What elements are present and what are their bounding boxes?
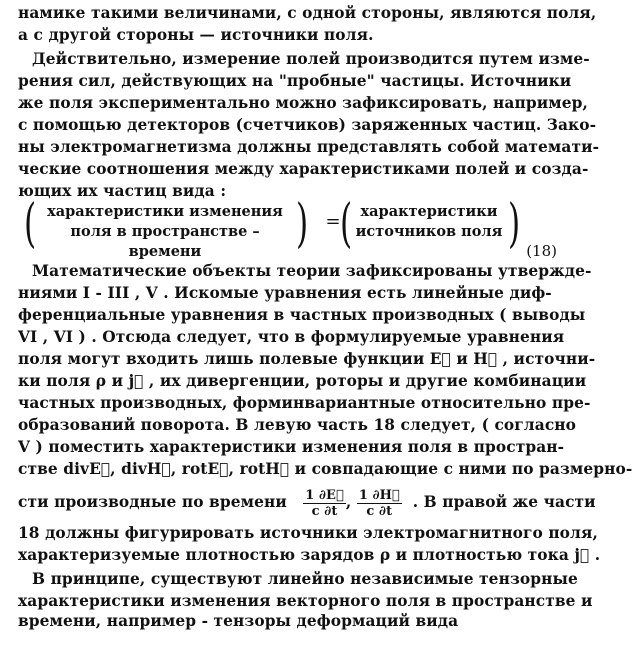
text-line: Математические объекты теории зафиксированы утвержде- (32, 262, 592, 280)
frac-sep: , (345, 493, 352, 511)
equation-number: (18) (526, 242, 557, 260)
text-line: ющих их частиц вида : (18, 182, 227, 200)
text-line: V ) поместить характеристики изменения поля в простран- (18, 438, 565, 456)
eq-right-line2: источников поля (355, 223, 503, 240)
frac2-num: 1 ∂H⃗ (358, 487, 400, 503)
text-line: Действительно, измерение полей производится путем изме- (32, 50, 590, 68)
time-derivative-line (18, 482, 596, 522)
text-line: характеристики изменения векторного поля в пространстве и (18, 592, 593, 610)
text-line: намике такими величинами, с одной стороны, являются поля, (18, 4, 597, 22)
text-line: с помощью детекторов (счетчиков) заряженных частиц. Зако- (18, 116, 597, 134)
text-after: . В правой же части (412, 493, 596, 511)
text-line: частных производных, форминвариантные относительно пре- (18, 394, 591, 412)
text-line: В принципе, существуют линейно независимые тензорные (32, 570, 578, 588)
frac-dH-dt (357, 488, 402, 519)
eq-right-line1: характеристики (360, 203, 498, 220)
text-line: характеризуемые плотностью зарядов ρ и плотностью тока j⃗ . (18, 546, 601, 564)
right-paren-open: ( (340, 194, 353, 254)
text-line: ны электромагнетизма должны представлять собой математи- (18, 138, 600, 156)
eq-equals: = (325, 211, 341, 232)
text-line: ференциальные уравнения в частных производных ( выводы (18, 306, 586, 324)
text-line: 18 должны фигурировать источники электромагнитного поля, (18, 524, 598, 542)
eq-left-line2: поля в пространстве – времени (70, 223, 260, 260)
text-line: образований поворота. В левую часть 18 следует, ( согласно (18, 416, 577, 434)
text-line: стве divE⃗, divH⃗, rotE⃗, rotH⃗ и совпадающие с ними по размерно- (18, 460, 632, 478)
frac1-num: 1 ∂E⃗ (305, 487, 344, 503)
text-line: же поля экспериментально можно зафиксировать, например, (18, 94, 588, 112)
text-line: поля могут входить лишь полевые функции E⃗ и H⃗ , источни- (18, 350, 596, 368)
frac1-den: c ∂t (311, 503, 338, 519)
text-line: VI , VI ) . Отсюда следует, что в формулируемые уравнения (18, 328, 565, 346)
text-line: ческие соотношения между характеристиками полей и созда- (18, 160, 589, 178)
frac2-den: c ∂t (366, 503, 393, 519)
left-paren-open: ( (24, 194, 37, 254)
eq-left-line1: характеристики изменения (47, 203, 283, 220)
right-paren-close: ) (508, 194, 521, 254)
text-line: ниями I - III , V . Искомые уравнения есть линейные диф- (18, 284, 552, 302)
text-line: ки поля ρ и j⃗ , их дивергенции, роторы и другие комбинации (18, 372, 587, 390)
text-before: сти производные по времени (18, 493, 287, 511)
frac-dE-dt (303, 488, 346, 519)
text-line: времени, например - тензоры деформаций вида (18, 612, 459, 630)
text-line: рения сил, действующих на "пробные" частицы. Источники (18, 72, 572, 90)
left-paren-close: ) (296, 194, 309, 254)
text-line: а с другой стороны — источники поля. (18, 26, 374, 44)
